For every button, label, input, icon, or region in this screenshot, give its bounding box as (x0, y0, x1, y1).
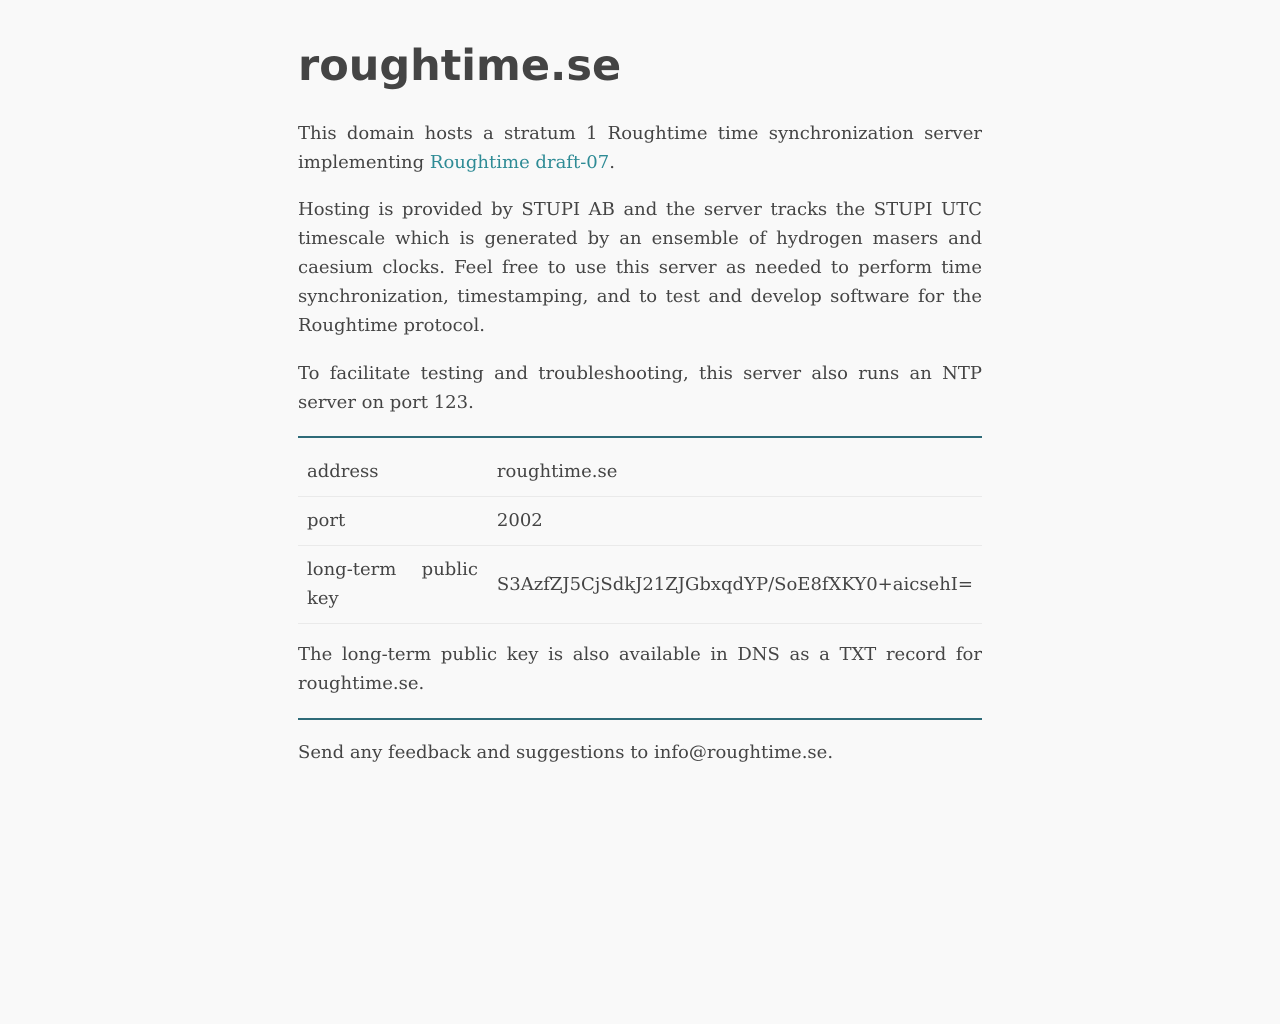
table-row (298, 546, 982, 624)
feedback-paragraph: Send any feedback and suggestions to info@roughtime.se. (298, 742, 834, 763)
footer-divider (298, 718, 982, 720)
row-value: 2002 (487, 497, 982, 546)
row-key: address (298, 448, 487, 497)
row-key: long-term public key (298, 546, 487, 624)
page-title: roughtime.se (298, 41, 622, 91)
page-content (298, 0, 982, 767)
section-divider (298, 436, 982, 438)
ntp-paragraph: To facilitate testing and troubleshooting, this server also runs an NTP server on port 123. (298, 363, 982, 413)
table-row (298, 448, 982, 497)
row-value: roughtime.se (487, 448, 982, 497)
row-value: S3AzfZJ5CjSdkJ21ZJGbxqdYP/SoE8fXKY0+aicsehI= (487, 546, 982, 624)
hosting-paragraph: Hosting is provided by STUPI AB and the server tracks the STUPI UTC timescale which is generated by an ensemble of hydrogen masers and caesium clocks. Feel free to use this server as needed to perform time synchronization, timestamping, and to test and develop software for the Roughtime protocol. (298, 199, 982, 336)
intro-text: This domain hosts a stratum 1 Roughtime time synchronization server implementing (298, 123, 982, 173)
intro-text-end: . (609, 152, 615, 173)
row-key: port (298, 497, 487, 546)
dns-note-paragraph: The long-term public key is also available in DNS as a TXT record for roughtime.se. (298, 644, 982, 694)
intro-paragraph (298, 119, 982, 177)
roughtime-draft-link[interactable]: Roughtime draft-07 (429, 152, 610, 173)
table-row (298, 497, 982, 546)
server-info-table (298, 448, 982, 624)
